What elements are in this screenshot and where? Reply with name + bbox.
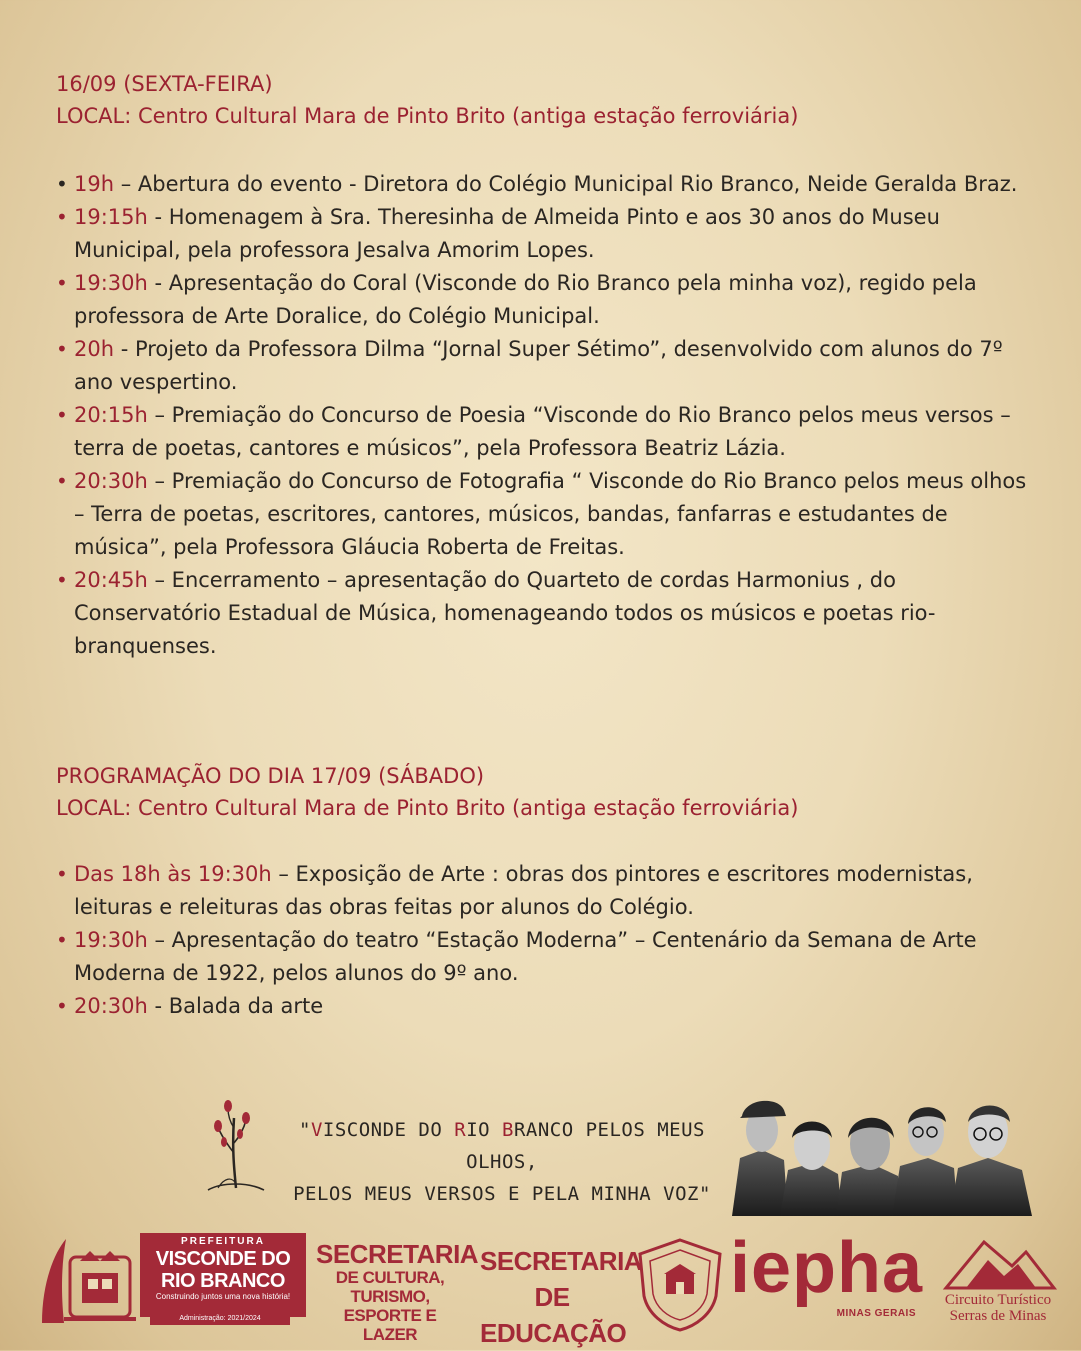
day2-header <box>56 760 1036 824</box>
item-time: 19h <box>74 172 115 196</box>
prefeitura-banner: PREFEITURA VISCONDE DO RIO BRANCO Construindo juntos uma nova história! <box>140 1233 306 1317</box>
bullet-icon: • <box>56 862 68 886</box>
item-time: 20:30h <box>74 469 148 493</box>
bullet-icon: • <box>56 994 68 1018</box>
quote-line-2: PELOS MEUS VERSOS E PELA MINHA VOZ" <box>293 1183 711 1205</box>
schedule-item <box>56 990 1036 1023</box>
modernist-portraits-image <box>732 1088 1032 1216</box>
schedule-item <box>56 858 1036 924</box>
item-time: 19:30h <box>74 271 148 295</box>
schedule-item <box>56 399 1036 465</box>
schedule-item <box>56 168 1036 201</box>
day2-schedule <box>56 858 1036 1023</box>
item-text: - Projeto da Professora Dilma “Jornal Super Sétimo”, desenvolvido com alunos do 7º ano vespertino. <box>74 337 1003 394</box>
day1-header <box>56 68 1036 132</box>
item-time: 19:30h <box>74 928 148 952</box>
bullet-icon: • <box>56 205 68 229</box>
schedule-item <box>56 201 1036 267</box>
schedule-item <box>56 267 1036 333</box>
schedule-item <box>56 465 1036 564</box>
circuito-line-1: Circuito Turístico <box>944 1292 1052 1308</box>
item-text: - Balada da arte <box>147 994 324 1018</box>
coat-of-arms-icon <box>40 1233 140 1325</box>
quote <box>272 1114 732 1210</box>
quote-line-1: "VISCONDE DO RIO BRANCO PELOS MEUS OLHOS, <box>298 1119 705 1173</box>
day2-title: PROGRAMAÇÃO DO DIA 17/09 (SÁBADO) <box>56 764 485 788</box>
item-text: - Apresentação do Coral (Visconde do Rio Branco pela minha voz), regido pela professora de Arte Doralice, do Colégio Municipal. <box>74 271 977 328</box>
schedule-item <box>56 924 1036 990</box>
tree-icon <box>188 1098 278 1198</box>
schedule-item <box>56 333 1036 399</box>
prefeitura-admin: Administração: 2021/2024 <box>150 1313 290 1325</box>
iepha-logo: iepha MINAS GERAIS <box>730 1228 924 1319</box>
item-text: – Encerramento – apresentação do Quarteto de cordas Harmonius , do Conservatório Estadual de Música, homenageando todos os músicos e poetas rio-branquenses. <box>74 568 936 658</box>
item-text: – Apresentação do teatro “Estação Moderna” – Centenário da Semana de Arte Moderna de 1922, pelos alunos do 9º ano. <box>74 928 977 985</box>
mountains-icon <box>932 1236 1064 1292</box>
item-time: 19:15h <box>74 205 148 229</box>
item-time: 20h <box>74 337 115 361</box>
bullet-icon: • <box>56 469 68 493</box>
item-text: – Abertura do evento - Diretora do Colégio Municipal Rio Branco, Neide Geralda Braz. <box>114 172 1018 196</box>
item-time: 20:15h <box>74 403 148 427</box>
item-time: Das 18h às 19:30h <box>74 862 272 886</box>
prefeitura-logo <box>40 1233 302 1325</box>
schedule-item <box>56 564 1036 663</box>
item-text: – Premiação do Concurso de Poesia “Visconde do Rio Branco pelos meus versos – terra de poetas, cantores e músicos”, pela Professora Beatriz Lázia. <box>74 403 1011 460</box>
circuito-line-2: Serras de Minas <box>949 1308 1047 1324</box>
bullet-icon: • <box>56 337 68 361</box>
colegio-municipal-emblem-icon <box>636 1236 724 1332</box>
secretaria-educacao-logo: SECRETARIA DE EDUCAÇÃO <box>480 1246 643 1348</box>
bullet-icon: • <box>56 172 68 196</box>
bullet-icon: • <box>56 271 68 295</box>
circuito-turistico-logo <box>932 1236 1064 1326</box>
day1-date: 16/09 (SEXTA-FEIRA) <box>56 72 273 96</box>
bullet-icon: • <box>56 568 68 592</box>
day1-location: LOCAL: Centro Cultural Mara de Pinto Brito (antiga estação ferroviária) <box>56 104 799 128</box>
secretaria-cultura-logo: SECRETARIA DE CULTURA, TURISMO, ESPORTE E LAZER <box>316 1239 479 1344</box>
day1-schedule <box>56 168 1036 663</box>
item-text: - Homenagem à Sra. Theresinha de Almeida Pinto e aos 30 anos do Museu Municipal, pela professora Jesalva Amorim Lopes. <box>74 205 940 262</box>
day2-location: LOCAL: Centro Cultural Mara de Pinto Brito (antiga estação ferroviária) <box>56 796 799 820</box>
item-time: 20:30h <box>74 994 148 1018</box>
bullet-icon: • <box>56 403 68 427</box>
bullet-icon: • <box>56 928 68 952</box>
item-time: 20:45h <box>74 568 148 592</box>
item-text: – Exposição de Arte : obras dos pintores e escritores modernistas, leituras e releituras das obras feitas por alunos do Colégio. <box>74 862 973 919</box>
item-text: – Premiação do Concurso de Fotografia “ Visconde do Rio Branco pelos meus olhos – Terra de poetas, escritores, cantores, músicos, bandas, fanfarras e estudantes de música”, pela Professora Gláucia Roberta de Freitas. <box>74 469 1027 559</box>
